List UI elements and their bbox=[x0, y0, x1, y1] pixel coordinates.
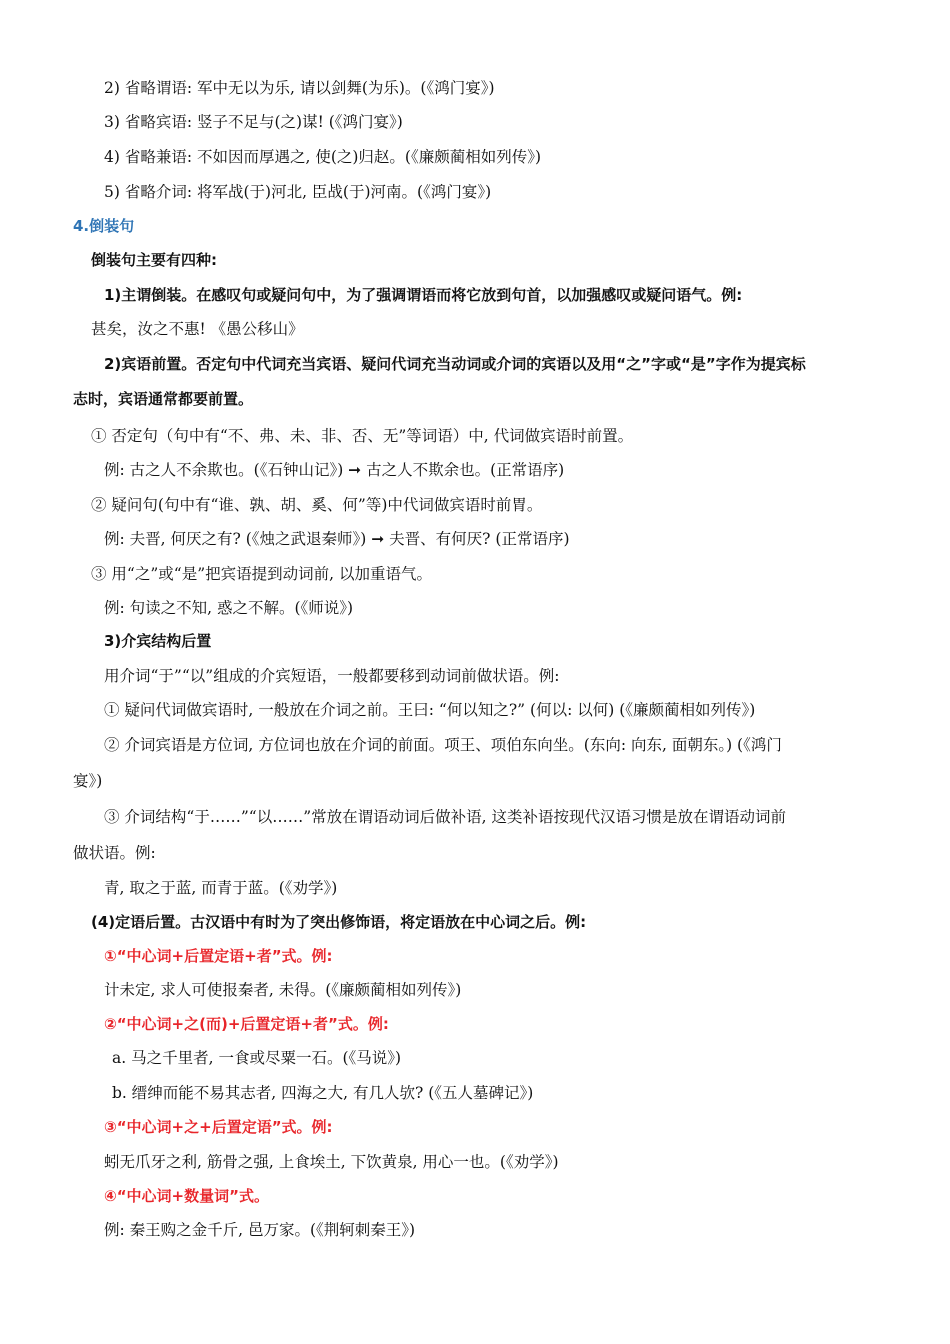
text-line: ③ 用“之”或“是”把宾语提到动词前, 以加重语气。 bbox=[91, 565, 432, 583]
text-line: 青, 取之于蓝, 而青于蓝。(《劝学》) bbox=[104, 879, 338, 897]
red-subheading: ①“中心词+后置定语+者”式。例: bbox=[104, 947, 333, 965]
text-line: ③ 介词结构“于……”“以……”常放在谓语动词后做补语, 这类补语按现代汉语习惯是放在谓语动词前 bbox=[104, 808, 786, 826]
text-line: ① 疑问代词做宾语时, 一般放在介词之前。王曰: “何以知之?” (何以: 以何) (《廉颇蔺相如列传》) bbox=[104, 701, 756, 719]
red-subheading: ③“中心词+之+后置定语”式。例: bbox=[104, 1118, 333, 1136]
text-line: 4) 省略兼语: 不如因而厚遇之, 使(之)归赵。(《廉颇蔺相如列传》) bbox=[104, 148, 542, 166]
list-item: b. 缙绅而能不易其志者, 四海之大, 有几人欤? (《五人墓碑记》) bbox=[112, 1084, 534, 1102]
text-line: 例: 秦王购之金千斤, 邑万家。(《荆轲刺秦王》) bbox=[104, 1221, 416, 1239]
text-line: 做状语。例: bbox=[73, 844, 156, 862]
bold-line: 1)主谓倒装。在感叹句或疑问句中，为了强调谓语而将它放到句首，以加强感叹或疑问语气。例: bbox=[104, 286, 743, 304]
text-line: ② 介词宾语是方位词, 方位词也放在介词的前面。项王、项伯东向坐。(东向: 向东, 面朝东。) (《鸿门 bbox=[104, 736, 782, 754]
text-line: 2) 省略谓语: 军中无以为乐, 请以剑舞(为乐)。(《鸿门宴》) bbox=[104, 79, 495, 97]
bold-line: 2)宾语前置。否定句中代词充当宾语、疑问代词充当动词或介词的宾语以及用“之”字或“是”字作为提宾标 bbox=[104, 355, 806, 373]
text-line: 3) 省略宾语: 竖子不足与(之)谋! (《鸿门宴》) bbox=[104, 113, 403, 131]
text-line: 宴》) bbox=[73, 772, 103, 790]
text-line: 例: 句读之不知, 惑之不解。(《师说》) bbox=[104, 599, 354, 617]
text-line: ② 疑问句(句中有“谁、孰、胡、奚、何”等)中代词做宾语时前胃。 bbox=[91, 496, 543, 514]
section-heading: 4.倒装句 bbox=[73, 217, 135, 235]
text-line: ① 否定句（句中有“不、弗、未、非、否、无”等词语）中, 代词做宾语时前置。 bbox=[91, 427, 634, 445]
text-line: 用介词“于”“以”组成的介宾短语，一般都要移到动词前做状语。例: bbox=[104, 667, 560, 685]
text-line: 例: 古之人不余欺也。(《石钟山记》) ➞ 古之人不欺余也。(正常语序) bbox=[104, 461, 565, 479]
bold-line: 倒装句主要有四种: bbox=[91, 251, 217, 269]
text-line: 蚓无爪牙之利, 筋骨之强, 上食埃土, 下饮黄泉, 用心一也。(《劝学》) bbox=[104, 1153, 559, 1171]
red-subheading: ④“中心词+数量词”式。 bbox=[104, 1187, 269, 1205]
text-line: 例: 夫晋, 何厌之有? (《烛之武退秦师》) ➞ 夫晋、有何厌? (正常语序) bbox=[104, 530, 570, 548]
text-line: 计未定, 求人可使报秦者, 未得。(《廉颇蔺相如列传》) bbox=[104, 981, 462, 999]
red-subheading: ②“中心词+之(而)+后置定语+者”式。例: bbox=[104, 1015, 389, 1033]
text-line: 5) 省略介词: 将军战(于)河北, 臣战(于)河南。(《鸿门宴》) bbox=[104, 183, 492, 201]
bold-line: 志时，宾语通常都要前置。 bbox=[73, 390, 254, 408]
list-item: a. 马之千里者, 一食或尽粟一石。(《马说》) bbox=[112, 1049, 402, 1067]
bold-line: 3)介宾结构后置 bbox=[104, 632, 212, 650]
bold-line: (4)定语后置。古汉语中有时为了突出修饰语，将定语放在中心词之后。例: bbox=[91, 913, 587, 931]
text-line: 甚矣，汝之不惠! 《愚公移山》 bbox=[91, 320, 304, 338]
